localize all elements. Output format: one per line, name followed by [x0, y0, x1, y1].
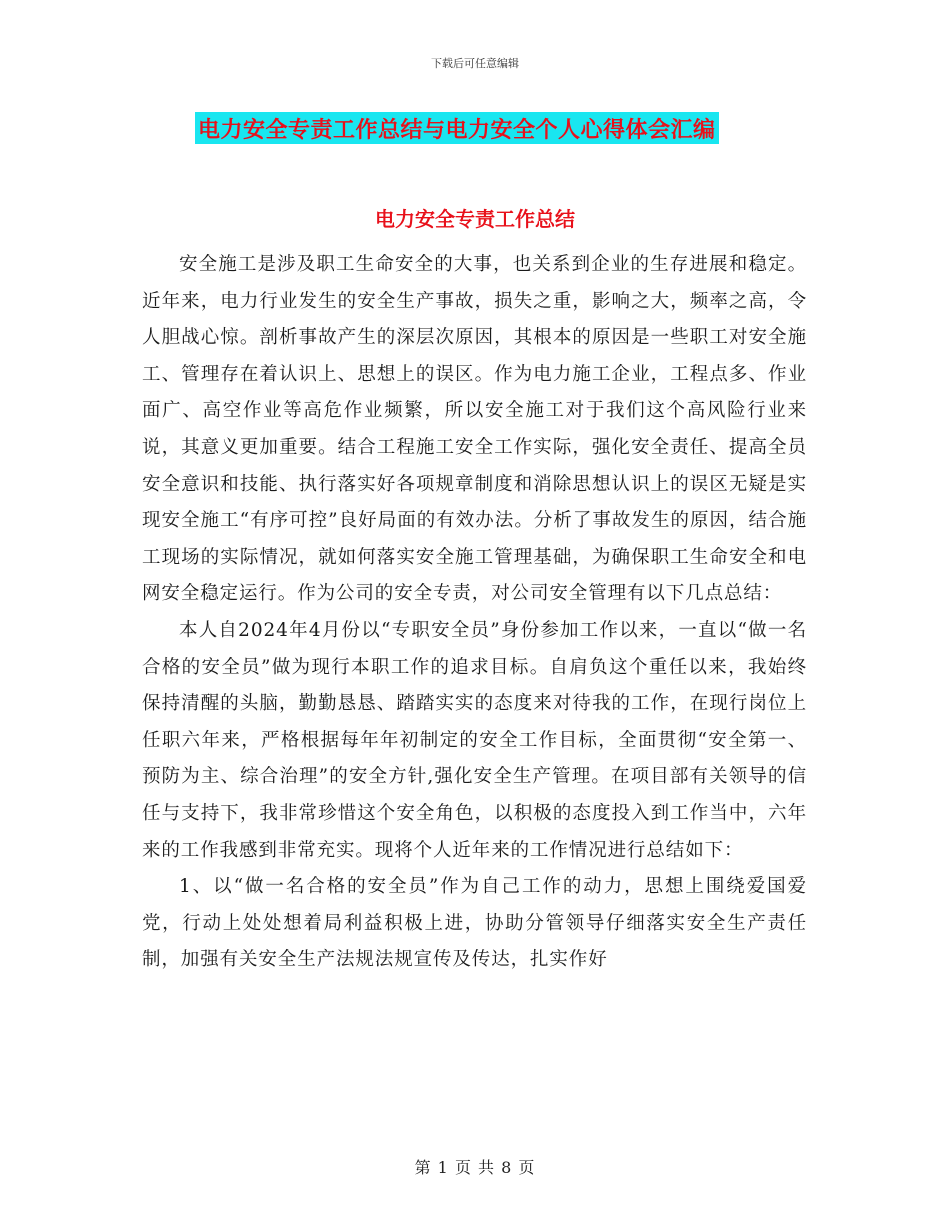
document-title: 电力安全专责工作总结与电力安全个人心得体会汇编 — [198, 117, 716, 143]
paragraph: 1、以“做一名合格的安全员”作为自己工作的动力，思想上围绕爱国爱党，行动上处处想着局利益积极上进，协助分管领导仔细落实安全生产责任制，加强有关安全生产法规法规宣传及传达，扎实作好 — [142, 876, 807, 971]
paragraph: 安全施工是涉及职工生命安全的大事，也关系到企业的生存进展和稳定。近年来，电力行业发生的安全生产事故，损失之重，影响之大，频率之高，令人胆战心惊。剖析事故产生的深层次原因，其根本的原因是一些职工对安全施工、管理存在着认识上、思想上的误区。作为电力施工企业，工程点多、作业面广、高空作业等高危作业频繁，所以安全施工对于我们这个高风险行业来说，其意义更加重要。结合工程施工安全工作实际，强化安全责任、提高全员安全意识和技能、执行落实好各项规章制度和消除思想认识上的误区无疑是实现安全施工“有序可控”良好局面的有效办法。分析了事故发生的原因，结合施工现场的实际情况，就如何落实安全施工管理基础，为确保职工生命安全和电网安全稳定运行。作为公司的安全专责，对公司安全管理有以下几点总结： — [142, 254, 807, 605]
page-number: 第 1 页 共 8 页 — [414, 1158, 536, 1177]
header-note: 下载后可任意编辑 — [431, 57, 519, 70]
body-text — [142, 247, 807, 979]
section-title: 电力安全专责工作总结 — [375, 207, 575, 231]
paragraph: 本人自2024年4月份以“专职安全员”身份参加工作以来，一直以“做一名合格的安全员”做为现行本职工作的追求目标。自肩负这个重任以来，我始终保持清醒的头脑，勤勤恳恳、踏踏实实的态度来对待我的工作，在现行岗位上任职六年来，严格根据每年年初制定的安全工作目标，全面贯彻“安全第一、预防为主、综合治理”的安全方针,强化安全生产管理。在项目部有关领导的信任与支持下，我非常珍惜这个安全角色，以积极的态度投入到工作当中，六年来的工作我感到非常充实。现将个人近年来的工作情况进行总结如下： — [142, 619, 807, 861]
document-title-highlight — [195, 112, 719, 144]
